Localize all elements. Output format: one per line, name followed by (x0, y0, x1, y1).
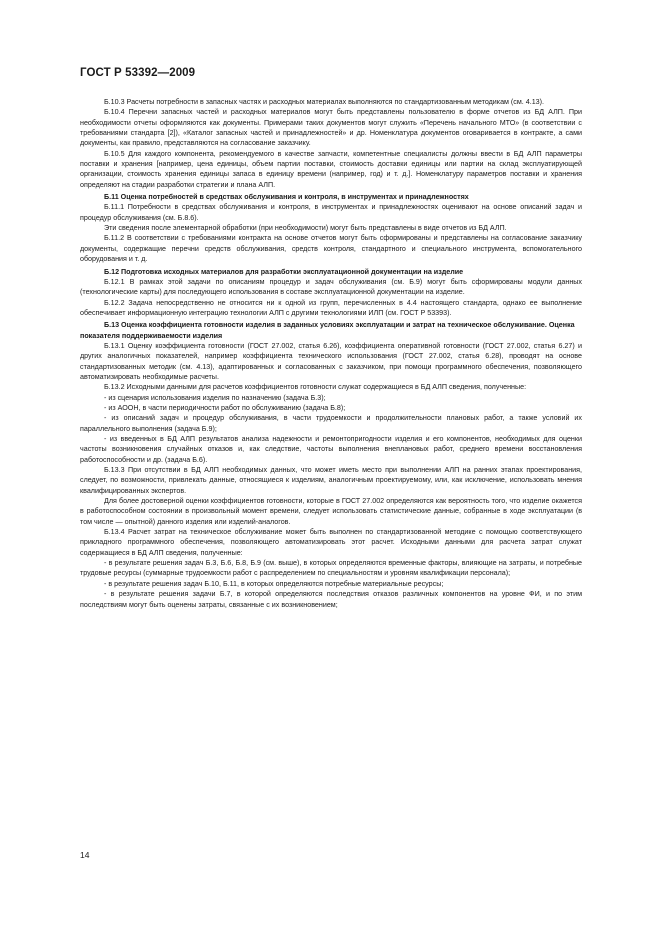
document-header: ГОСТ Р 53392—2009 (80, 67, 196, 79)
list-item: - в результате решения задачи Б.7, в которой определяются последствия отказов различных компонентов на уровне ФИ, и по этим последствиям могут быть оценены затраты, связанные с их возникновением; (80, 590, 582, 609)
list-item: - из сценария использования изделия по назначению (задача Б.3); (104, 393, 326, 402)
list-item: - в результате решения задач Б.3, Б.6, Б.8, Б.9 (см. выше), в которых определяются временные факторы, влияющие на затраты, и потребные трудовые ресурсы (суммарные трудоемкости работ с распределением по специальностям и уровням квалификации персонала); (80, 559, 582, 578)
paragraph-b-11-1: Б.11.1 Потребности в средствах обслуживания и контроля, в инструментах и принадлежностях оценивают на основе описаний задач и процедур обслуживания (см. Б.8.6). (80, 203, 582, 222)
list-item: - из введенных в БД АЛП результатов анализа надежности и ремонтопригодности изделия и его компонентов, необходимых для оценки частоты возникновения случайных отказов и, как следствие, частоты выполнения внеплановых работ, среднего времени восстановления работоспособности и др. (задача Б.6). (80, 435, 582, 464)
paragraph-b-10-5: Б.10.5 Для каждого компонента, рекомендуемого в качестве запчасти, компетентные специалисты должны ввести в БД АЛП параметры поставки и хранения [например, цена единицы, объем партии поставки, стоимость доставки единицы или партии на склад эксплуатирующей организации, стоимость хранения единицы запаса в единицу времени (например, год) и т. д.]. Номенклатуру параметров поставки и хранения определяют на стадии разработки стратегии и плана АЛП. (80, 149, 582, 189)
paragraph-b-12-1: Б.12.1 В рамках этой задачи по описаниям процедур и задач обслуживания (см. Б.9) могут быть сформированы модули данных (технологические карты) для последующего использования в составе эксплуатационной документации на изделие. (80, 277, 582, 297)
section-heading-b-12: Б.12 Подготовка исходных материалов для разработки эксплуатационной документации на изделие (104, 267, 464, 276)
list-item: - из описаний задач и процедур обслуживания, в части трудоемкости и продолжительности плановых работ, а также условий их параллельного выполнения (задача Б.9); (80, 414, 582, 433)
section-heading-b-13: Б.13 Оценка коэффициента готовности изделия в заданных условиях эксплуатации и затрат на техническое обслуживание. Оценка показателя поддерживаемости изделия (80, 321, 575, 340)
paragraph-b-13-1: Б.13.1 Оценку коэффициента готовности (ГОСТ 27.002, статья 6.26), коэффициента оперативной готовности (ГОСТ 27.002, статья 6.27) и других аналогичных показателей, например коэффициента технического использования (ГОСТ 27.002, статья 6.28), проводят на основе стандартизованных методик (см. 4.13), адаптированных и согласованных с заказчиком, при помощи программного обеспечения, позволяющего автоматизировать необходимые расчеты. (80, 341, 582, 381)
paragraph-b-12-2: Б.12.2 Задача непосредственно не относится ни к одной из групп, перечисленных в 4.4 настоящего стандарта, однако ее выполнение обеспечивает информационную интеграцию технологии АЛП с другими технологиями ИЛП (см. ГОСТ Р 53393). (80, 298, 582, 317)
paragraph-b-13-3-cont: Для более достоверной оценки коэффициентов готовности, которые в ГОСТ 27.002 определяются как вероятность того, что изделие окажется в работоспособном состоянии в произвольный момент времени, следует использовать статистические данные, собранные в ходе эксплуатации (в том числе — опытной) данного изделия или изделий-аналогов. (80, 497, 582, 526)
list-item: - в результате решения задач Б.10, Б.11, в которых определяются потребные материальные ресурсы; (104, 579, 444, 588)
paragraph-b-10-3: Б.10.3 Расчеты потребности в запасных частях и расходных материалах выполняются по стандартизованным методикам (см. 4.13). (104, 98, 545, 106)
document-body (80, 97, 582, 610)
list-item: - из АООН, в части периодичности работ по обслуживанию (задача Б.8); (104, 403, 346, 412)
paragraph-b-13-2: Б.13.2 Исходными данными для расчетов коэффициентов готовности служат содержащиеся в БД АЛП сведения, полученные: (104, 383, 527, 392)
page-number: 14 (80, 850, 90, 860)
paragraph-b-13-3: Б.13.3 При отсутствии в БД АЛП необходимых данных, что может иметь место при выполнении АЛП на ранних этапах проектирования, следует, по возможности, привлекать данные, относящиеся к изделиям, аналогичным проектируемому, или, как исключение, использовать мнения квалифицированных экспертов. (80, 466, 582, 495)
paragraph-b-11-1-cont: Эти сведения после элементарной обработки (при необходимости) могут быть представлены в виде отчетов из БД АЛП. (104, 224, 507, 233)
paragraph-b-13-4: Б.13.4 Расчет затрат на техническое обслуживание может быть выполнен по стандартизованной методике с помощью соответствующего прикладного программного обеспечения, позволяющего автоматизировать этот расчет. Исходными данными для расчета затрат служат содержащиеся в БД АЛП сведения, полученные: (80, 528, 582, 557)
section-heading-b-11: Б.11 Оценка потребностей в средствах обслуживания и контроля, в инструментах и принадлежностях (104, 193, 469, 202)
paragraph-b-11-2: Б.11.2 В соответствии с требованиями контракта на основе отчетов могут быть сформированы и представлены на согласование заказчику документы, содержащие перечни средств обслуживания, средств контроля, стандартного и специального инструмента, вспомогательного оборудования и т. д. (80, 234, 582, 264)
paragraph-b-10-4: Б.10.4 Перечни запасных частей и расходных материалов могут быть представлены пользователю в форме отчетов из БД АЛП. При необходимости отчеты оформляются как документы. Примерами таких документов могут служить «Перечень начального МТО» (в соответствии с требованиями стандарта [2]), «Каталог запасных частей и принадлежностей» и др. Номенклатура документов оговаривается в контракте, а сами документы, как правило, представляются на согласование заказчику. (80, 108, 582, 148)
